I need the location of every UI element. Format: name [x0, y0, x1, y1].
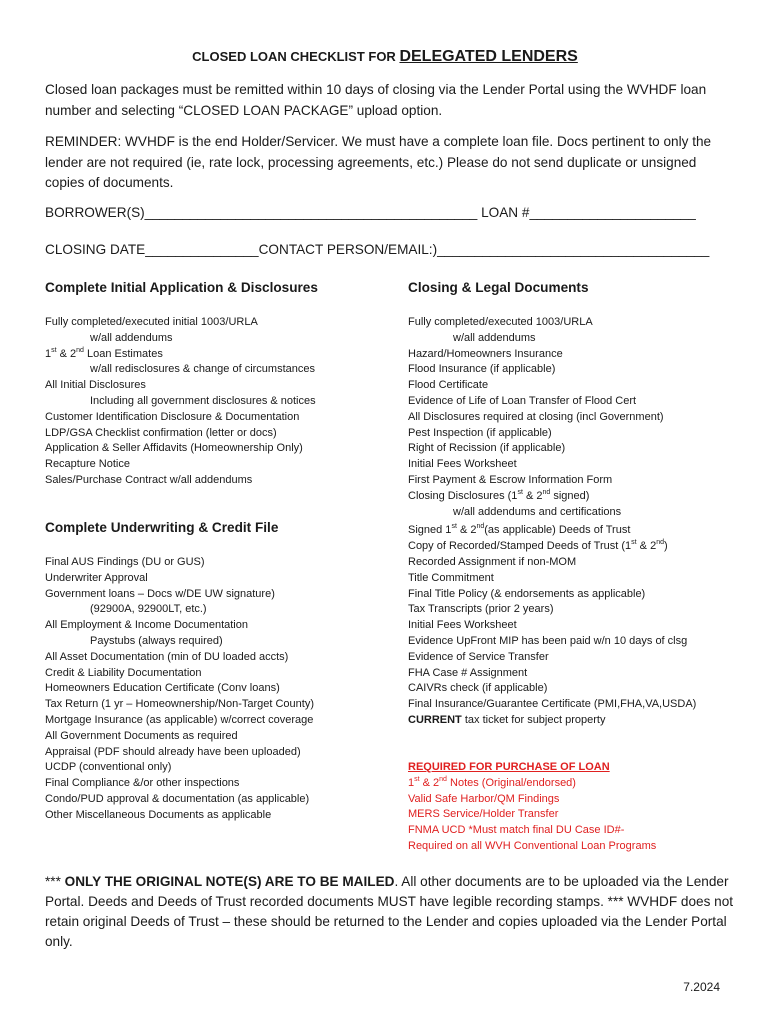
list-item: FNMA UCD *Must match final DU Case ID#- — [408, 824, 625, 837]
list-item: Required on all WVH Conventional Loan Programs — [408, 839, 657, 852]
list-item: Tax Transcripts (prior 2 years) — [408, 603, 554, 616]
list-item: CAIVRs check (if applicable) — [408, 682, 548, 695]
list-item: Signed 1st & 2nd(as applicable) Deeds of Trust — [408, 523, 631, 537]
right-column — [408, 280, 748, 860]
list-item: Evidence of Life of Loan Transfer of Flood Cert — [408, 394, 637, 407]
list-item: Including all government disclosures & notices — [90, 394, 316, 407]
list-item: Hazard/Homeowners Insurance — [408, 347, 563, 360]
closing-contact-field: CLOSING DATE_______________CONTACT PERSON/EMAIL:)____________________________________ — [45, 242, 710, 257]
left-column — [45, 280, 385, 840]
list-item: Valid Safe Harbor/QM Findings — [408, 792, 560, 805]
list-item: w/all addendums — [453, 331, 536, 344]
list-item: Recorded Assignment if non-MOM — [408, 555, 577, 568]
list-item: Final Title Policy (& endorsements as applicable) — [408, 587, 646, 600]
purchase-requirements-heading: REQUIRED FOR PURCHASE OF LOAN — [408, 761, 610, 773]
page-title — [0, 48, 770, 66]
purchase-requirements-list — [408, 760, 656, 855]
list-item: 1st & 2nd Loan Estimates — [45, 346, 163, 360]
title-emphasis: DELEGATED LENDERS — [399, 48, 578, 65]
list-item: Copy of Recorded/Stamped Deeds of Trust (1st & 2nd) — [408, 539, 668, 553]
list-item: Other Miscellaneous Documents as applicable — [45, 808, 272, 821]
list-item: First Payment & Escrow Information Form — [408, 473, 613, 486]
list-item: Final Compliance &/or other inspections — [45, 777, 240, 790]
title-prefix: CLOSED LOAN CHECKLIST FOR — [192, 49, 400, 64]
list-item: All Initial Disclosures — [45, 379, 146, 392]
list-item: Government loans – Docs w/DE UW signature) — [45, 587, 275, 600]
initial-application-list — [45, 315, 316, 489]
underwriting-heading: Complete Underwriting & Credit File — [45, 520, 279, 535]
list-item: All Disclosures required at closing (incl Government) — [408, 410, 664, 423]
footer-note: *** ONLY THE ORIGINAL NOTE(S) ARE TO BE MAILED. All other documents are to be uploaded via the Lender Portal. Deeds and Deeds of Trust recorded documents MUST have legible recording stamps. *** WVHDF does not retain original Deeds of Trust – these should be returned to the Lender and copies uploaded via the Lender Portal only. — [45, 874, 734, 949]
list-item: Flood Insurance (if applicable) — [408, 363, 556, 376]
footer-emphasis: ONLY THE ORIGINAL NOTE(S) ARE TO BE MAILED — [64, 874, 395, 889]
list-item: LDP/GSA Checklist confirmation (letter or docs) — [45, 426, 277, 439]
version-date: 7.2024 — [683, 980, 720, 994]
list-item: 1st & 2nd Notes (Original/endorsed) — [408, 775, 576, 789]
list-item: Recapture Notice — [45, 458, 130, 471]
list-item: All Asset Documentation (min of DU loaded accts) — [45, 650, 289, 663]
list-item: FHA Case # Assignment — [408, 666, 528, 679]
list-item: Title Commitment — [408, 571, 494, 584]
list-item: Right of Recission (if applicable) — [408, 442, 566, 455]
list-item: Closing Disclosures (1st & 2nd signed) — [408, 488, 590, 502]
list-item: Credit & Liability Documentation — [45, 666, 202, 679]
list-item: Customer Identification Disclosure & Documentation — [45, 410, 300, 423]
list-item: UCDP (conventional only) — [45, 761, 172, 774]
list-item: w/all addendums — [90, 331, 173, 344]
list-item: (92900A, 92900LT, etc.) — [90, 603, 207, 616]
list-item: Pest Inspection (if applicable) — [408, 426, 552, 439]
list-item: Tax Return (1 yr – Homeownership/Non-Target County) — [45, 698, 315, 711]
list-item: MERS Service/Holder Transfer — [408, 808, 559, 821]
list-item: Paystubs (always required) — [90, 634, 223, 647]
list-item: Final Insurance/Guarantee Certificate (PMI,FHA,VA,USDA) — [408, 698, 697, 711]
list-item: Appraisal (PDF should already have been uploaded) — [45, 745, 301, 758]
list-item: Initial Fees Worksheet — [408, 619, 517, 632]
list-item: Final AUS Findings (DU or GUS) — [45, 556, 205, 568]
list-item: Application & Seller Affidavits (Homeownership Only) — [45, 442, 303, 455]
closing-legal-list — [408, 315, 696, 729]
list-item: Sales/Purchase Contract w/all addendums — [45, 473, 253, 486]
list-item: All Government Documents as required — [45, 729, 238, 742]
list-item: All Employment & Income Documentation — [45, 619, 248, 632]
list-item: Homeowners Education Certificate (Conv loans) — [45, 682, 280, 695]
borrower-loan-field: BORROWER(S)____________________________________________ LOAN #______________________ — [45, 205, 696, 220]
list-item: Evidence UpFront MIP has been paid w/n 10 days of clsg — [408, 634, 688, 647]
reminder-paragraph: REMINDER: WVHDF is the end Holder/Servicer. We must have a complete loan file. Docs pertinent to only the lender are not required (ie, rate lock, processing agreements, etc.) Please do not send duplicate or unsigned copies of documents. — [45, 134, 712, 190]
list-item: w/all redisclosures & change of circumstances — [90, 363, 315, 376]
list-item: Fully completed/executed 1003/URLA — [408, 316, 593, 328]
list-item: Condo/PUD approval & documentation (as applicable) — [45, 792, 310, 805]
list-item: Fully completed/executed initial 1003/URLA — [45, 316, 258, 328]
list-item: Underwriter Approval — [45, 571, 148, 584]
list-item: Flood Certificate — [408, 379, 489, 392]
list-item: w/all addendums and certifications — [453, 505, 622, 518]
list-item: CURRENT tax ticket for subject property — [408, 713, 606, 726]
intro-paragraph: Closed loan packages must be remitted within 10 days of closing via the Lender Portal using the WVHDF loan number and selecting “CLOSED LOAN PACKAGE” upload option. — [45, 82, 707, 118]
list-item: Evidence of Service Transfer — [408, 650, 549, 663]
list-item: Initial Fees Worksheet — [408, 458, 517, 471]
initial-application-heading: Complete Initial Application & Disclosures — [45, 280, 318, 295]
underwriting-list — [45, 555, 314, 824]
closing-legal-heading: Closing & Legal Documents — [408, 280, 589, 295]
list-item: Mortgage Insurance (as applicable) w/correct coverage — [45, 713, 314, 726]
